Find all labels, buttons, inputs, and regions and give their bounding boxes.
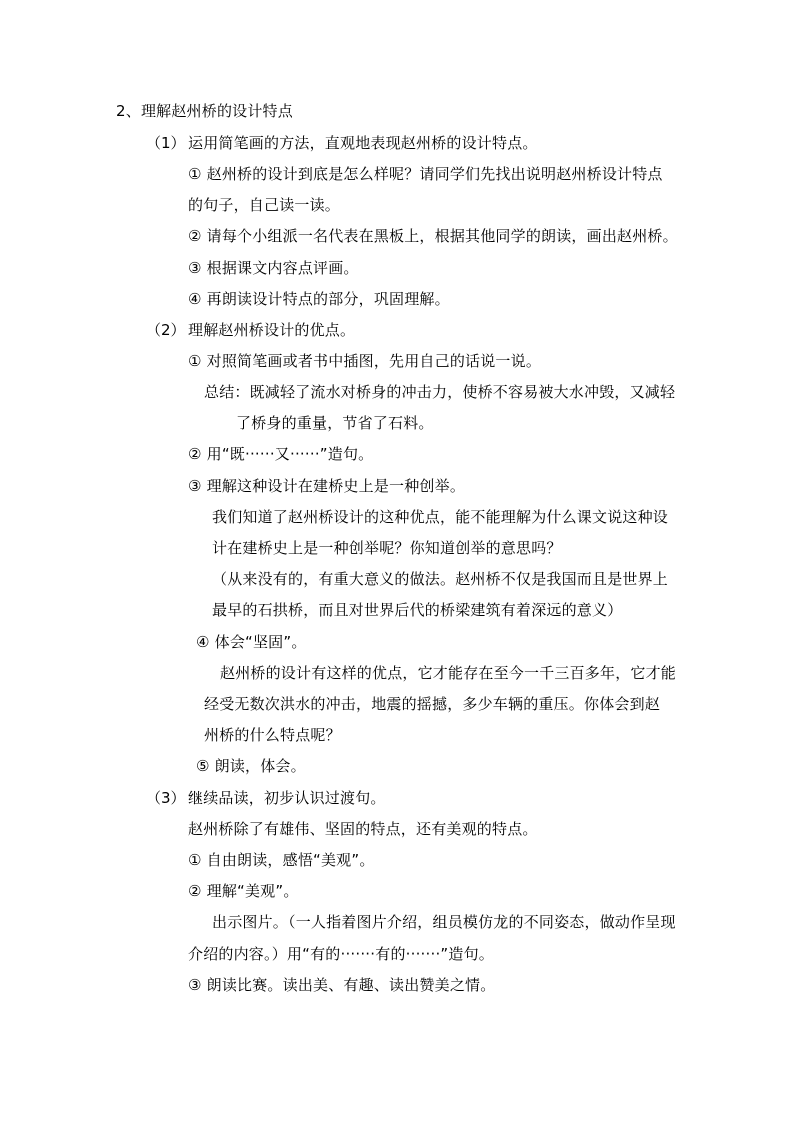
part2-answer-line1: （从来没有的，有重大意义的做法。赵州桥不仅是我国而且是世界上 <box>212 570 669 588</box>
part1-label: （1） <box>146 134 186 152</box>
part2-summary-line1: 总结：既减轻了流水对桥身的冲击力，使桥不容易被大水冲毁，又减轻 <box>204 383 676 401</box>
section-heading: 2、理解赵州桥的设计特点 <box>116 102 293 120</box>
part2-step1: ① 对照简笔画或者书中插图，先用自己的话说一说。 <box>188 352 542 370</box>
part2-answer-line2: 最早的石拱桥，而且对世界后代的桥梁建筑有着深远的意义） <box>212 601 623 619</box>
part1-step4: ④ 再朗读设计特点的部分，巩固理解。 <box>188 290 450 308</box>
part1-step1-line2: 的句子，自己读一读。 <box>188 196 341 214</box>
part1-title: 运用简笔画的方法，直观地表现赵州桥的设计特点。 <box>188 134 538 152</box>
part2-step3: ③ 理解这种设计在建桥史上是一种创举。 <box>188 477 466 495</box>
part2-question-line1: 我们知道了赵州桥设计的这种优点，能不能理解为什么课文说这种设 <box>212 508 669 526</box>
part3-title: 继续品读，初步认识过渡句。 <box>188 789 386 807</box>
part2-paragraph-line3: 州桥的什么特点呢？ <box>204 726 341 744</box>
part1-step2: ② 请每个小组派一名代表在黑板上，根据其他同学的朗读，画出赵州桥。 <box>188 227 678 245</box>
part2-step4: ④ 体会“坚固”。 <box>196 633 307 651</box>
part3-intro: 赵州桥除了有雄伟、坚固的特点，还有美观的特点。 <box>188 820 538 838</box>
part3-description-line2: 介绍的内容。）用“有的·······有的·······”造句。 <box>188 945 494 963</box>
part2-title: 理解赵州桥设计的优点。 <box>188 321 356 339</box>
part2-summary-line2: 了桥身的重量，节省了石料。 <box>236 414 434 432</box>
part1-step3: ③ 根据课文内容点评画。 <box>188 259 359 277</box>
part1-step1-line1: ① 赵州桥的设计到底是怎么样呢？请同学们先找出说明赵州桥设计特点 <box>188 165 663 183</box>
part2-step2: ② 用“既······又······”造句。 <box>188 445 374 463</box>
part3-step3: ③ 朗读比赛。读出美、有趣、读出赞美之情。 <box>188 976 496 994</box>
part2-paragraph-line1: 赵州桥的设计有这样的优点，它才能存在至今一千三百多年，它才能 <box>220 664 677 682</box>
part3-label: （3） <box>146 789 186 807</box>
part2-paragraph-line2: 经受无数次洪水的冲击，地震的摇撼，多少车辆的重压。你体会到赵 <box>204 695 661 713</box>
part3-description-line1: 出示图片。（一人指着图片介绍，组员模仿龙的不同姿态，做动作呈现 <box>212 913 676 931</box>
part2-label: （2） <box>146 321 186 339</box>
part2-question-line2: 计在建桥史上是一种创举呢？你知道创举的意思吗？ <box>212 539 562 557</box>
part3-step2: ② 理解“美观”。 <box>188 882 299 900</box>
part2-step5: ⑤ 朗读，体会。 <box>196 757 306 775</box>
part3-step1: ① 自由朗读，感悟“美观”。 <box>188 851 375 869</box>
